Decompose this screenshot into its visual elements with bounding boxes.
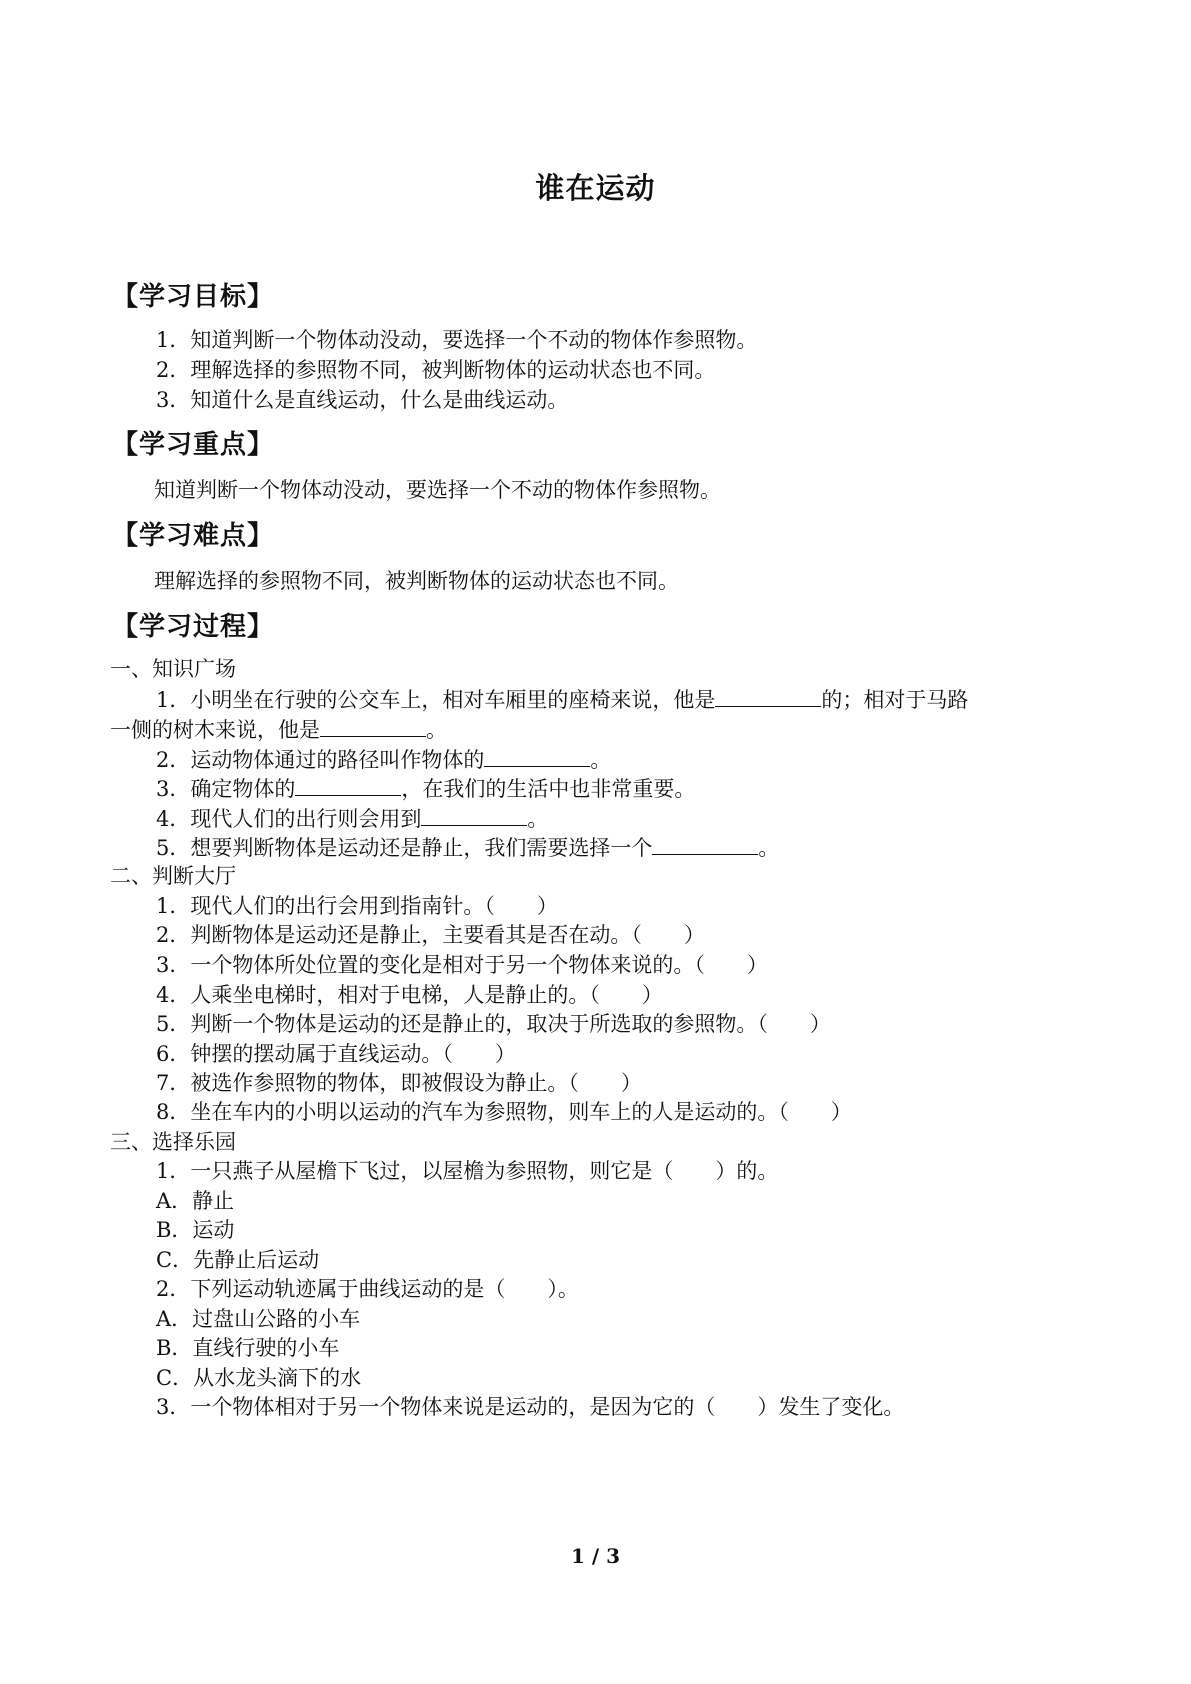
judgement-item: 4．人乘坐电梯时，相对于电梯，人是静止的。（ ）: [156, 983, 663, 1007]
question-text: 。: [758, 836, 780, 860]
judgement-item: 3．一个物体所处位置的变化是相对于另一个物体来说的。（ ）: [156, 953, 768, 977]
objective-item: 3．知道什么是直线运动，什么是曲线运动。: [156, 388, 569, 412]
key-points-heading: 【学习重点】: [112, 430, 275, 460]
choice-option: A．静止: [156, 1189, 235, 1213]
choice-option: C．先静止后运动: [156, 1248, 320, 1272]
page-title: 谁在运动: [535, 171, 656, 205]
question-text: 。: [590, 748, 612, 772]
question-text: 3．确定物体的: [156, 777, 296, 801]
part1-question-3: [156, 773, 695, 804]
difficulties-heading: 【学习难点】: [112, 521, 275, 551]
answer-blank[interactable]: [295, 773, 401, 796]
page-number: 1 / 3: [570, 1544, 621, 1568]
part1-question-1-cont: [110, 714, 447, 745]
choice-question-stem: 3．一个物体相对于另一个物体来说是运动的，是因为它的（ ）发生了变化。: [156, 1395, 905, 1419]
answer-blank[interactable]: [652, 832, 758, 855]
judgement-item: 1．现代人们的出行会用到指南针。（ ）: [156, 894, 558, 918]
objective-item: 2．理解选择的参照物不同，被判断物体的运动状态也不同。: [156, 358, 716, 382]
answer-blank[interactable]: [421, 803, 527, 826]
choice-question-stem: 1．一只燕子从屋檐下飞过，以屋檐为参照物，则它是（ ）的。: [156, 1159, 779, 1183]
judgement-item: 2．判断物体是运动还是静止，主要看其是否在动。（ ）: [156, 923, 705, 947]
question-text: 。: [426, 718, 447, 742]
part2-title: 二、判断大厅: [110, 864, 236, 888]
process-heading: 【学习过程】: [112, 612, 275, 642]
judgement-item: 7．被选作参照物的物体，即被假设为静止。（ ）: [156, 1071, 642, 1095]
answer-blank[interactable]: [715, 684, 821, 707]
choice-option: B．直线行驶的小车: [156, 1336, 340, 1360]
question-text: 5．想要判断物体是运动还是静止，我们需要选择一个: [156, 836, 653, 860]
part1-question-5: [156, 832, 779, 863]
question-text: 的；相对于马路: [821, 688, 969, 712]
objective-item: 1．知道判断一个物体动没动，要选择一个不动的物体作参照物。: [156, 328, 758, 352]
objectives-heading: 【学习目标】: [112, 282, 275, 312]
part1-question-4: [156, 803, 548, 834]
choice-option: A．过盘山公路的小车: [156, 1307, 361, 1331]
question-text: 4．现代人们的出行则会用到: [156, 807, 422, 831]
judgement-item: 6．钟摆的摆动属于直线运动。（ ）: [156, 1042, 516, 1066]
answer-blank[interactable]: [320, 714, 426, 737]
part1-title: 一、知识广场: [110, 657, 236, 681]
choice-question-stem: 2．下列运动轨迹属于曲线运动的是（ ）。: [156, 1277, 579, 1301]
judgement-item: 5．判断一个物体是运动的还是静止的，取决于所选取的参照物。（ ）: [156, 1012, 831, 1036]
choice-option: C．从水龙头滴下的水: [156, 1366, 362, 1390]
question-text: 2．运动物体通过的路径叫作物体的: [156, 748, 485, 772]
question-text: ，在我们的生活中也非常重要。: [401, 777, 696, 801]
question-text: 。: [527, 807, 549, 831]
key-points-text: 知道判断一个物体动没动，要选择一个不动的物体作参照物。: [154, 478, 721, 502]
answer-blank[interactable]: [484, 744, 590, 767]
part1-question-2: [156, 744, 611, 775]
difficulties-text: 理解选择的参照物不同，被判断物体的运动状态也不同。: [154, 569, 679, 593]
part1-question-1: [156, 684, 968, 715]
question-text: 1．小明坐在行驶的公交车上，相对车厢里的座椅来说，他是: [156, 688, 716, 712]
judgement-item: 8．坐在车内的小明以运动的汽车为参照物，则车上的人是运动的。（ ）: [156, 1100, 852, 1124]
choice-option: B．运动: [156, 1218, 235, 1242]
part3-title: 三、选择乐园: [110, 1130, 236, 1154]
question-text: 一侧的树木来说，他是: [110, 718, 320, 742]
